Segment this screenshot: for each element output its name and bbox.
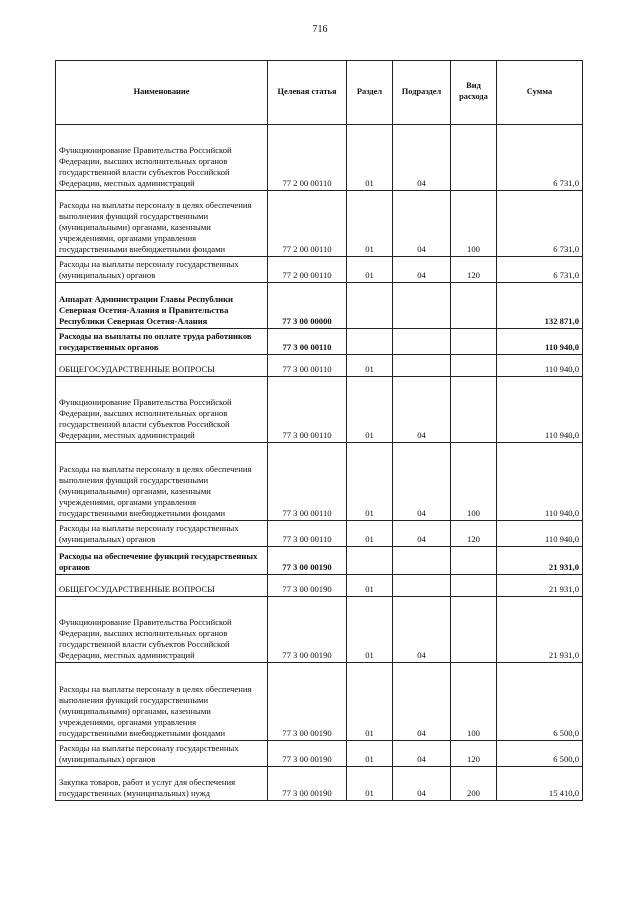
row-section-cell <box>347 547 393 575</box>
row-target-cell: 77 3 00 00110 <box>268 329 347 355</box>
row-expense-type-cell <box>451 377 497 443</box>
row-sum-cell: 15 410,0 <box>497 767 583 801</box>
row-name-cell: Закупка товаров, работ и услуг для обеспечения государственных (муниципальных) нужд <box>56 767 268 801</box>
row-expense-type-cell: 120 <box>451 257 497 283</box>
table-row <box>56 191 583 257</box>
row-sum-cell: 110 940,0 <box>497 355 583 377</box>
row-target-cell: 77 3 00 00190 <box>268 663 347 741</box>
row-subsection-cell: 04 <box>393 741 451 767</box>
row-name-cell: Расходы на выплаты персоналу в целях обеспечения выполнения функций государственными (муниципальными) органами, казенными учреждениями, органами управления государственными внебюджетными фондами <box>56 191 268 257</box>
row-section-cell: 01 <box>347 521 393 547</box>
row-section-cell: 01 <box>347 597 393 663</box>
row-target-cell: 77 3 00 00110 <box>268 521 347 547</box>
row-section-cell: 01 <box>347 355 393 377</box>
header-sum: Сумма <box>497 61 583 125</box>
row-section-cell: 01 <box>347 191 393 257</box>
table-row <box>56 741 583 767</box>
row-target-cell: 77 3 00 00190 <box>268 597 347 663</box>
row-name-cell: Расходы на выплаты персоналу государственных (муниципальных) органов <box>56 741 268 767</box>
row-subsection-cell: 04 <box>393 767 451 801</box>
row-expense-type-cell: 100 <box>451 191 497 257</box>
row-target-cell: 77 3 00 00110 <box>268 355 347 377</box>
row-target-cell: 77 3 00 00190 <box>268 547 347 575</box>
row-subsection-cell <box>393 575 451 597</box>
row-sum-cell: 6 500,0 <box>497 663 583 741</box>
table-row <box>56 329 583 355</box>
row-target-cell: 77 2 00 00110 <box>268 257 347 283</box>
row-sum-cell: 21 931,0 <box>497 547 583 575</box>
row-section-cell: 01 <box>347 575 393 597</box>
row-sum-cell: 6 731,0 <box>497 191 583 257</box>
row-subsection-cell: 04 <box>393 443 451 521</box>
row-subsection-cell: 04 <box>393 377 451 443</box>
row-expense-type-cell: 100 <box>451 443 497 521</box>
table-row <box>56 767 583 801</box>
row-sum-cell: 110 940,0 <box>497 377 583 443</box>
row-expense-type-cell <box>451 329 497 355</box>
row-name-cell: Функционирование Правительства Российской Федерации, высших исполнительных органов государственной власти субъектов Российской Федерации, местных администраций <box>56 377 268 443</box>
row-subsection-cell: 04 <box>393 521 451 547</box>
table-row <box>56 377 583 443</box>
row-subsection-cell: 04 <box>393 257 451 283</box>
row-name-cell: Расходы на выплаты персоналу государственных (муниципальных) органов <box>56 257 268 283</box>
row-section-cell: 01 <box>347 257 393 283</box>
row-sum-cell: 110 940,0 <box>497 521 583 547</box>
row-section-cell: 01 <box>347 767 393 801</box>
table-row <box>56 257 583 283</box>
row-section-cell <box>347 329 393 355</box>
page-number: 716 <box>312 24 328 35</box>
row-expense-type-cell <box>451 547 497 575</box>
row-expense-type-cell <box>451 575 497 597</box>
table-row <box>56 575 583 597</box>
row-section-cell: 01 <box>347 443 393 521</box>
table-row <box>56 443 583 521</box>
table-row <box>56 663 583 741</box>
row-name-cell: Расходы на выплаты персоналу государственных (муниципальных) органов <box>56 521 268 547</box>
row-target-cell: 77 3 00 00110 <box>268 377 347 443</box>
row-target-cell: 77 3 00 00110 <box>268 443 347 521</box>
row-target-cell: 77 3 00 00000 <box>268 283 347 329</box>
row-sum-cell: 21 931,0 <box>497 575 583 597</box>
row-sum-cell: 6 731,0 <box>497 257 583 283</box>
row-expense-type-cell <box>451 283 497 329</box>
row-sum-cell: 6 500,0 <box>497 741 583 767</box>
row-sum-cell: 6 731,0 <box>497 125 583 191</box>
row-section-cell: 01 <box>347 377 393 443</box>
row-expense-type-cell <box>451 597 497 663</box>
row-expense-type-cell: 100 <box>451 663 497 741</box>
row-subsection-cell: 04 <box>393 125 451 191</box>
table-row <box>56 597 583 663</box>
budget-table <box>55 60 583 801</box>
header-target: Целевая статья <box>268 61 347 125</box>
row-subsection-cell <box>393 329 451 355</box>
header-subsection: Подраздел <box>393 61 451 125</box>
row-expense-type-cell <box>451 125 497 191</box>
row-section-cell <box>347 283 393 329</box>
row-name-cell: ОБЩЕГОСУДАРСТВЕННЫЕ ВОПРОСЫ <box>56 355 268 377</box>
row-section-cell: 01 <box>347 663 393 741</box>
row-target-cell: 77 3 00 00190 <box>268 575 347 597</box>
row-subsection-cell: 04 <box>393 663 451 741</box>
header-name: Наименование <box>56 61 268 125</box>
row-subsection-cell <box>393 547 451 575</box>
table-row <box>56 355 583 377</box>
table-row <box>56 283 583 329</box>
row-expense-type-cell: 200 <box>451 767 497 801</box>
row-name-cell: Расходы на обеспечение функций государственных органов <box>56 547 268 575</box>
row-subsection-cell: 04 <box>393 597 451 663</box>
row-name-cell: Аппарат Администрации Главы Республики Северная Осетия-Алания и Правительства Республики Северная Осетия-Алания <box>56 283 268 329</box>
row-name-cell: Расходы на выплаты персоналу в целях обеспечения выполнения функций государственными (муниципальными) органами, казенными учреждениями, органами управления государственными внебюджетными фондами <box>56 443 268 521</box>
row-name-cell: ОБЩЕГОСУДАРСТВЕННЫЕ ВОПРОСЫ <box>56 575 268 597</box>
row-expense-type-cell <box>451 355 497 377</box>
row-target-cell: 77 3 00 00190 <box>268 767 347 801</box>
row-name-cell: Расходы на выплаты по оплате труда работников государственных органов <box>56 329 268 355</box>
row-expense-type-cell: 120 <box>451 521 497 547</box>
row-name-cell: Расходы на выплаты персоналу в целях обеспечения выполнения функций государственными (муниципальными) органами, казенными учреждениями, органами управления государственными внебюджетными фондами <box>56 663 268 741</box>
row-subsection-cell <box>393 283 451 329</box>
row-subsection-cell: 04 <box>393 191 451 257</box>
row-expense-type-cell: 120 <box>451 741 497 767</box>
row-sum-cell: 110 940,0 <box>497 443 583 521</box>
table-header-row <box>56 61 583 125</box>
header-expense-type: Вид расхода <box>451 61 497 125</box>
row-target-cell: 77 2 00 00110 <box>268 191 347 257</box>
table-row <box>56 547 583 575</box>
row-sum-cell: 110 940,0 <box>497 329 583 355</box>
row-section-cell: 01 <box>347 741 393 767</box>
row-sum-cell: 21 931,0 <box>497 597 583 663</box>
row-name-cell: Функционирование Правительства Российской Федерации, высших исполнительных органов государственной власти субъектов Российской Федерации, местных администраций <box>56 125 268 191</box>
table-row <box>56 521 583 547</box>
row-subsection-cell <box>393 355 451 377</box>
row-target-cell: 77 2 00 00110 <box>268 125 347 191</box>
row-section-cell: 01 <box>347 125 393 191</box>
row-name-cell: Функционирование Правительства Российской Федерации, высших исполнительных органов государственной власти субъектов Российской Федерации, местных администраций <box>56 597 268 663</box>
row-target-cell: 77 3 00 00190 <box>268 741 347 767</box>
row-sum-cell: 132 871,0 <box>497 283 583 329</box>
table-row <box>56 125 583 191</box>
header-section: Раздел <box>347 61 393 125</box>
